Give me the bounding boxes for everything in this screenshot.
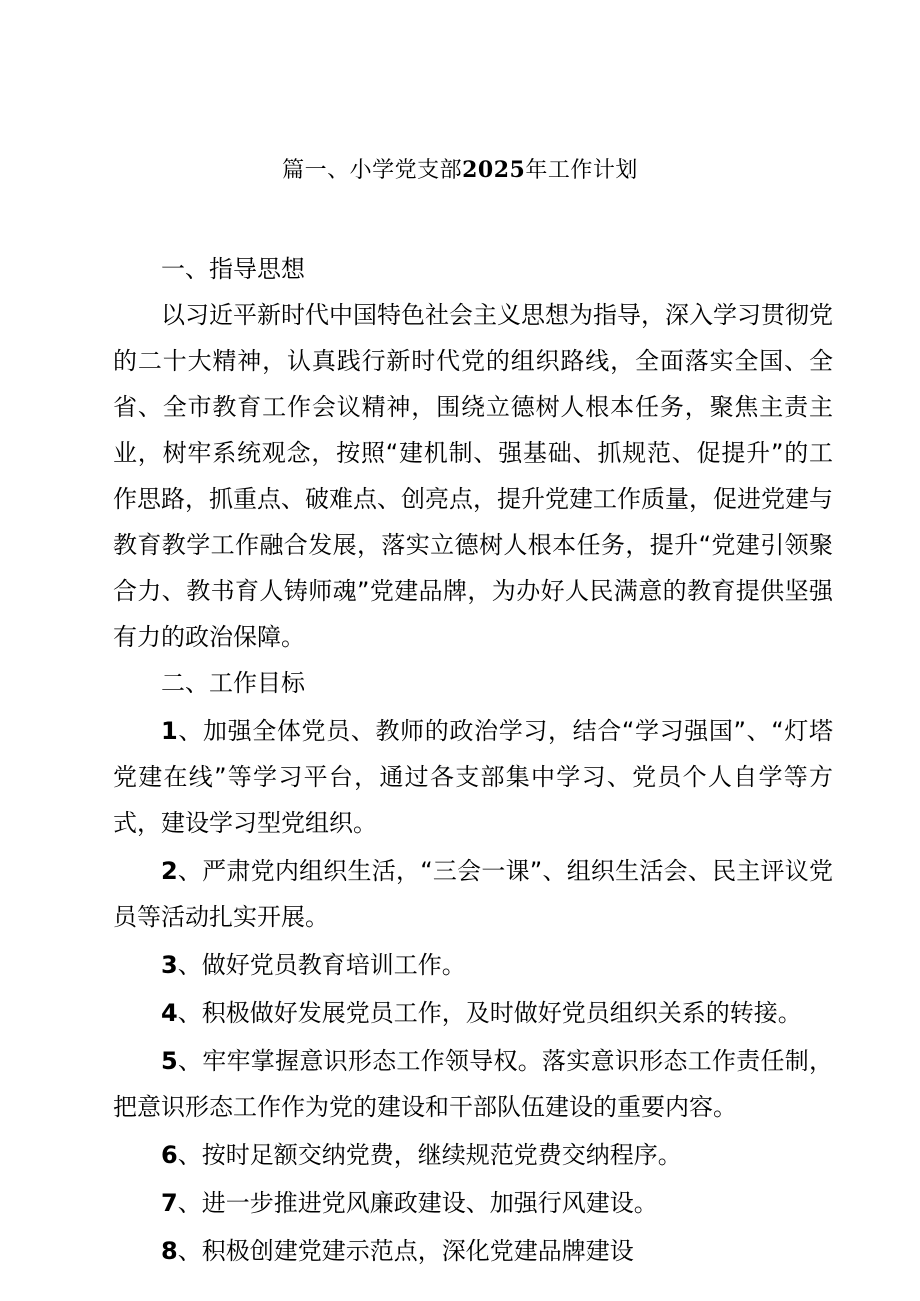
section-heading-work-goals: 二、工作目标: [161, 669, 305, 697]
section-heading-guiding-ideology: 一、指导思想: [161, 255, 305, 283]
list-item: [113, 1038, 833, 1130]
item-text: 、严肃党内组织生活，“三会一课”、组织生活会、民主评议党员等活动扎实开展。: [113, 857, 833, 931]
item-number: 4: [161, 999, 178, 1027]
list-item: [113, 848, 833, 940]
item-number: 7: [161, 1189, 178, 1217]
list-item: [113, 1228, 833, 1274]
list-item: [113, 990, 833, 1036]
item-text: 、加强全体党员、教师的政治学习，结合“学习强国”、“灯塔党建在线”等学习平台，通过各支部集中学习、党员个人自学等方式，建设学习型党组织。: [113, 717, 833, 837]
document-body: [113, 246, 833, 1274]
title-year: 2025: [462, 157, 526, 183]
item-text: 、做好党员教育培训工作。: [177, 951, 466, 979]
item-text: 、牢牢掌握意识形态工作领导权。落实意识形态工作责任制，把意识形态工作作为党的建设和干部队伍建设的重要内容。: [113, 1047, 833, 1121]
paragraph-guiding-ideology: 以习近平新时代中国特色社会主义思想为指导，深入学习贯彻党的二十大精神，认真践行新时代党的组织路线，全面落实全国、全省、全市教育工作会议精神，围绕立德树人根本任务，聚焦主责主业，树牢系统观念，按照“建机制、强基础、抓规范、促提升”的工作思路，抓重点、破难点、创亮点，提升党建工作质量，促进党建与教育教学工作融合发展，落实立德树人根本任务，提升“党建引领聚合力、教书育人铸师魂”党建品牌，为办好人民满意的教育提供坚强有力的政治保障。: [113, 301, 833, 651]
item-number: 2: [161, 857, 178, 885]
title-prefix: 篇一、小学党支部: [282, 158, 463, 183]
list-item: [113, 1180, 833, 1226]
item-text: 、进一步推进党风廉政建设、加强行风建设。: [177, 1189, 658, 1217]
list-item: [113, 942, 833, 988]
list-item: [113, 708, 833, 846]
title-suffix: 年工作计划: [525, 158, 638, 183]
item-text: 、按时足额交纳党费，继续规范党费交纳程序。: [177, 1141, 682, 1169]
item-number: 1: [161, 717, 178, 745]
item-number: 5: [161, 1047, 178, 1075]
document-title: [0, 152, 920, 189]
item-number: 8: [161, 1237, 178, 1265]
list-item: [113, 1132, 833, 1178]
item-number: 6: [161, 1141, 178, 1169]
item-text: 、积极创建党建示范点，深化党建品牌建设: [177, 1237, 634, 1265]
item-number: 3: [161, 951, 178, 979]
item-text: 、积极做好发展党员工作，及时做好党员组织关系的转接。: [177, 999, 802, 1027]
